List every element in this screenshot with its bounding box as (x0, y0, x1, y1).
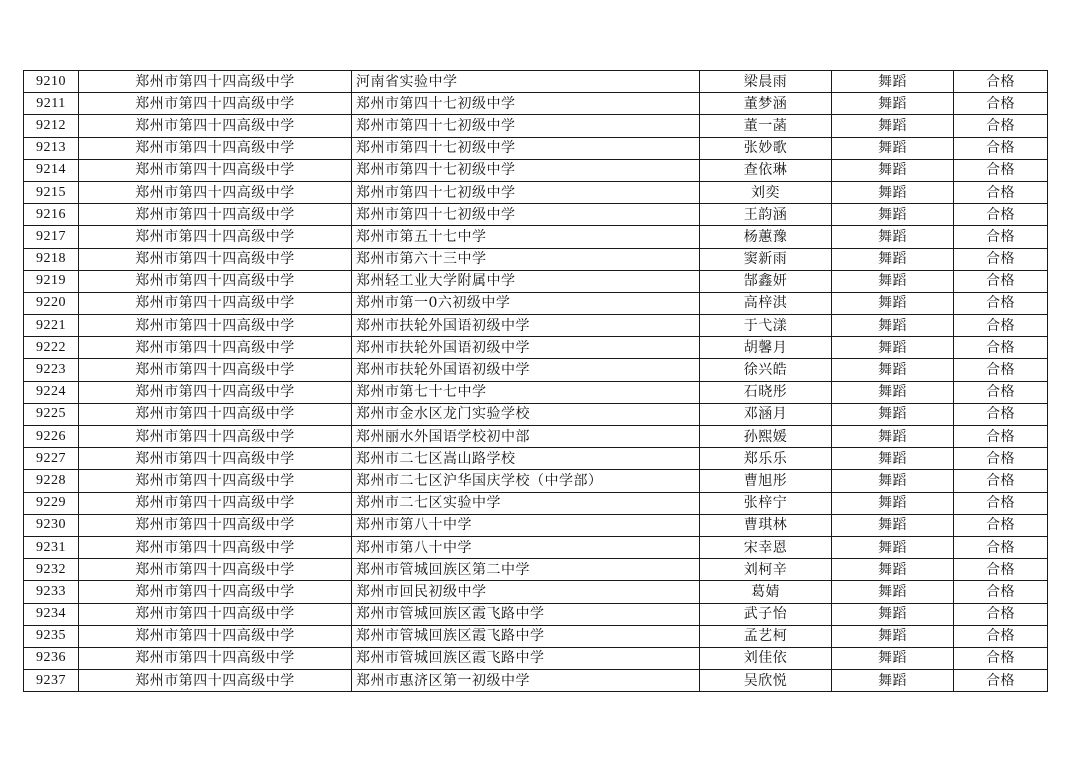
cell-student-name: 刘柯辛 (700, 559, 832, 581)
cell-admitting-school: 郑州市第四十四高级中学 (79, 625, 352, 647)
cell-admitting-school: 郑州市第四十四高级中学 (79, 381, 352, 403)
cell-student-name: 葛婧 (700, 581, 832, 603)
table-row (24, 315, 1048, 337)
cell-origin-school: 郑州市第四十七初级中学 (352, 137, 700, 159)
cell-origin-school: 河南省实验中学 (352, 71, 700, 93)
cell-result: 合格 (954, 270, 1048, 292)
cell-result: 合格 (954, 536, 1048, 558)
cell-admitting-school: 郑州市第四十四高级中学 (79, 226, 352, 248)
table-row (24, 647, 1048, 669)
cell-student-name: 查依琳 (700, 159, 832, 181)
cell-result: 合格 (954, 204, 1048, 226)
cell-result: 合格 (954, 426, 1048, 448)
cell-admitting-school: 郑州市第四十四高级中学 (79, 670, 352, 692)
cell-category: 舞蹈 (832, 248, 954, 270)
cell-student-name: 王韵涵 (700, 204, 832, 226)
cell-result: 合格 (954, 470, 1048, 492)
cell-origin-school: 郑州市第四十七初级中学 (352, 181, 700, 203)
table-row (24, 337, 1048, 359)
cell-student-name: 武子怡 (700, 603, 832, 625)
table-row (24, 270, 1048, 292)
cell-origin-school: 郑州市第四十七初级中学 (352, 204, 700, 226)
cell-category: 舞蹈 (832, 204, 954, 226)
roster-sheet (23, 70, 1047, 692)
cell-exam-id: 9222 (24, 337, 79, 359)
table-row (24, 159, 1048, 181)
cell-exam-id: 9231 (24, 536, 79, 558)
cell-admitting-school: 郑州市第四十四高级中学 (79, 159, 352, 181)
cell-origin-school: 郑州市二七区实验中学 (352, 492, 700, 514)
cell-category: 舞蹈 (832, 315, 954, 337)
cell-student-name: 郜鑫妍 (700, 270, 832, 292)
cell-category: 舞蹈 (832, 514, 954, 536)
cell-student-name: 梁晨雨 (700, 71, 832, 93)
cell-origin-school: 郑州市第四十七初级中学 (352, 159, 700, 181)
cell-admitting-school: 郑州市第四十四高级中学 (79, 536, 352, 558)
table-row (24, 115, 1048, 137)
cell-admitting-school: 郑州市第四十四高级中学 (79, 559, 352, 581)
cell-category: 舞蹈 (832, 403, 954, 425)
table-row (24, 670, 1048, 692)
cell-student-name: 窦新雨 (700, 248, 832, 270)
cell-category: 舞蹈 (832, 492, 954, 514)
cell-origin-school: 郑州市第六十三中学 (352, 248, 700, 270)
table-row (24, 71, 1048, 93)
cell-exam-id: 9230 (24, 514, 79, 536)
cell-admitting-school: 郑州市第四十四高级中学 (79, 93, 352, 115)
cell-student-name: 孙熙媛 (700, 426, 832, 448)
cell-category: 舞蹈 (832, 292, 954, 314)
cell-origin-school: 郑州市第一0六初级中学 (352, 292, 700, 314)
cell-admitting-school: 郑州市第四十四高级中学 (79, 292, 352, 314)
cell-exam-id: 9216 (24, 204, 79, 226)
cell-exam-id: 9210 (24, 71, 79, 93)
cell-result: 合格 (954, 315, 1048, 337)
cell-result: 合格 (954, 492, 1048, 514)
cell-category: 舞蹈 (832, 137, 954, 159)
cell-result: 合格 (954, 337, 1048, 359)
cell-student-name: 曹琪林 (700, 514, 832, 536)
cell-exam-id: 9236 (24, 647, 79, 669)
cell-category: 舞蹈 (832, 71, 954, 93)
cell-exam-id: 9218 (24, 248, 79, 270)
cell-origin-school: 郑州市第五十七中学 (352, 226, 700, 248)
table-row (24, 403, 1048, 425)
cell-student-name: 胡馨月 (700, 337, 832, 359)
cell-student-name: 孟艺柯 (700, 625, 832, 647)
table-row (24, 492, 1048, 514)
cell-origin-school: 郑州市扶轮外国语初级中学 (352, 315, 700, 337)
cell-category: 舞蹈 (832, 181, 954, 203)
cell-admitting-school: 郑州市第四十四高级中学 (79, 448, 352, 470)
cell-result: 合格 (954, 181, 1048, 203)
cell-exam-id: 9232 (24, 559, 79, 581)
cell-origin-school: 郑州市金水区龙门实验学校 (352, 403, 700, 425)
cell-origin-school: 郑州市管城回族区霞飞路中学 (352, 647, 700, 669)
cell-result: 合格 (954, 226, 1048, 248)
cell-student-name: 于弋漾 (700, 315, 832, 337)
cell-admitting-school: 郑州市第四十四高级中学 (79, 514, 352, 536)
cell-origin-school: 郑州市扶轮外国语初级中学 (352, 337, 700, 359)
cell-student-name: 刘奕 (700, 181, 832, 203)
cell-origin-school: 郑州市回民初级中学 (352, 581, 700, 603)
cell-student-name: 郑乐乐 (700, 448, 832, 470)
cell-origin-school: 郑州市管城回族区第二中学 (352, 559, 700, 581)
cell-origin-school: 郑州轻工业大学附属中学 (352, 270, 700, 292)
cell-exam-id: 9235 (24, 625, 79, 647)
table-row (24, 536, 1048, 558)
cell-origin-school: 郑州市管城回族区霞飞路中学 (352, 625, 700, 647)
cell-exam-id: 9221 (24, 315, 79, 337)
cell-student-name: 石晓彤 (700, 381, 832, 403)
cell-admitting-school: 郑州市第四十四高级中学 (79, 470, 352, 492)
cell-result: 合格 (954, 581, 1048, 603)
cell-result: 合格 (954, 625, 1048, 647)
cell-student-name: 张妙歌 (700, 137, 832, 159)
table-row (24, 181, 1048, 203)
cell-exam-id: 9211 (24, 93, 79, 115)
cell-result: 合格 (954, 115, 1048, 137)
cell-exam-id: 9228 (24, 470, 79, 492)
table-row (24, 603, 1048, 625)
cell-student-name: 邓涵月 (700, 403, 832, 425)
table-row (24, 137, 1048, 159)
results-table-body (24, 71, 1048, 692)
cell-origin-school: 郑州市第四十七初级中学 (352, 93, 700, 115)
cell-category: 舞蹈 (832, 559, 954, 581)
cell-exam-id: 9225 (24, 403, 79, 425)
cell-category: 舞蹈 (832, 426, 954, 448)
cell-category: 舞蹈 (832, 448, 954, 470)
cell-result: 合格 (954, 159, 1048, 181)
cell-result: 合格 (954, 359, 1048, 381)
cell-admitting-school: 郑州市第四十四高级中学 (79, 581, 352, 603)
cell-category: 舞蹈 (832, 93, 954, 115)
cell-admitting-school: 郑州市第四十四高级中学 (79, 426, 352, 448)
table-row (24, 514, 1048, 536)
cell-student-name: 董梦涵 (700, 93, 832, 115)
table-row (24, 470, 1048, 492)
cell-exam-id: 9214 (24, 159, 79, 181)
cell-exam-id: 9223 (24, 359, 79, 381)
cell-admitting-school: 郑州市第四十四高级中学 (79, 492, 352, 514)
cell-admitting-school: 郑州市第四十四高级中学 (79, 137, 352, 159)
cell-exam-id: 9237 (24, 670, 79, 692)
cell-category: 舞蹈 (832, 226, 954, 248)
results-table (23, 70, 1048, 692)
cell-student-name: 董一菡 (700, 115, 832, 137)
table-row (24, 581, 1048, 603)
table-row (24, 448, 1048, 470)
cell-result: 合格 (954, 292, 1048, 314)
cell-exam-id: 9219 (24, 270, 79, 292)
cell-category: 舞蹈 (832, 625, 954, 647)
cell-exam-id: 9234 (24, 603, 79, 625)
cell-category: 舞蹈 (832, 536, 954, 558)
cell-origin-school: 郑州市二七区沪华国庆学校（中学部） (352, 470, 700, 492)
cell-category: 舞蹈 (832, 159, 954, 181)
table-row (24, 248, 1048, 270)
cell-category: 舞蹈 (832, 647, 954, 669)
cell-student-name: 吴欣悦 (700, 670, 832, 692)
cell-result: 合格 (954, 448, 1048, 470)
cell-origin-school: 郑州市第八十中学 (352, 536, 700, 558)
cell-student-name: 杨蕙豫 (700, 226, 832, 248)
cell-origin-school: 郑州市扶轮外国语初级中学 (352, 359, 700, 381)
cell-result: 合格 (954, 381, 1048, 403)
cell-student-name: 徐兴皓 (700, 359, 832, 381)
cell-exam-id: 9217 (24, 226, 79, 248)
cell-admitting-school: 郑州市第四十四高级中学 (79, 181, 352, 203)
cell-category: 舞蹈 (832, 670, 954, 692)
cell-admitting-school: 郑州市第四十四高级中学 (79, 115, 352, 137)
cell-student-name: 高梓淇 (700, 292, 832, 314)
table-row (24, 559, 1048, 581)
cell-origin-school: 郑州丽水外国语学校初中部 (352, 426, 700, 448)
cell-origin-school: 郑州市第八十中学 (352, 514, 700, 536)
cell-category: 舞蹈 (832, 115, 954, 137)
cell-result: 合格 (954, 93, 1048, 115)
cell-exam-id: 9233 (24, 581, 79, 603)
cell-student-name: 曹旭彤 (700, 470, 832, 492)
cell-origin-school: 郑州市第四十七初级中学 (352, 115, 700, 137)
cell-student-name: 刘佳依 (700, 647, 832, 669)
cell-category: 舞蹈 (832, 337, 954, 359)
cell-exam-id: 9212 (24, 115, 79, 137)
cell-exam-id: 9226 (24, 426, 79, 448)
cell-category: 舞蹈 (832, 270, 954, 292)
cell-admitting-school: 郑州市第四十四高级中学 (79, 248, 352, 270)
cell-student-name: 宋幸恩 (700, 536, 832, 558)
cell-admitting-school: 郑州市第四十四高级中学 (79, 204, 352, 226)
table-row (24, 226, 1048, 248)
cell-result: 合格 (954, 647, 1048, 669)
cell-category: 舞蹈 (832, 603, 954, 625)
cell-result: 合格 (954, 559, 1048, 581)
table-row (24, 93, 1048, 115)
cell-result: 合格 (954, 137, 1048, 159)
cell-result: 合格 (954, 603, 1048, 625)
cell-admitting-school: 郑州市第四十四高级中学 (79, 71, 352, 93)
cell-result: 合格 (954, 670, 1048, 692)
cell-category: 舞蹈 (832, 381, 954, 403)
cell-student-name: 张梓宁 (700, 492, 832, 514)
cell-admitting-school: 郑州市第四十四高级中学 (79, 603, 352, 625)
table-row (24, 359, 1048, 381)
cell-exam-id: 9215 (24, 181, 79, 203)
table-row (24, 381, 1048, 403)
table-row (24, 204, 1048, 226)
cell-category: 舞蹈 (832, 470, 954, 492)
cell-origin-school: 郑州市惠济区第一初级中学 (352, 670, 700, 692)
cell-admitting-school: 郑州市第四十四高级中学 (79, 403, 352, 425)
cell-exam-id: 9229 (24, 492, 79, 514)
cell-admitting-school: 郑州市第四十四高级中学 (79, 337, 352, 359)
cell-origin-school: 郑州市二七区嵩山路学校 (352, 448, 700, 470)
cell-admitting-school: 郑州市第四十四高级中学 (79, 647, 352, 669)
cell-admitting-school: 郑州市第四十四高级中学 (79, 359, 352, 381)
cell-exam-id: 9227 (24, 448, 79, 470)
cell-category: 舞蹈 (832, 581, 954, 603)
cell-admitting-school: 郑州市第四十四高级中学 (79, 270, 352, 292)
cell-result: 合格 (954, 403, 1048, 425)
cell-exam-id: 9224 (24, 381, 79, 403)
cell-origin-school: 郑州市第七十七中学 (352, 381, 700, 403)
cell-exam-id: 9220 (24, 292, 79, 314)
cell-exam-id: 9213 (24, 137, 79, 159)
cell-result: 合格 (954, 71, 1048, 93)
cell-origin-school: 郑州市管城回族区霞飞路中学 (352, 603, 700, 625)
cell-category: 舞蹈 (832, 359, 954, 381)
table-row (24, 426, 1048, 448)
cell-admitting-school: 郑州市第四十四高级中学 (79, 315, 352, 337)
table-row (24, 625, 1048, 647)
cell-result: 合格 (954, 248, 1048, 270)
table-row (24, 292, 1048, 314)
cell-result: 合格 (954, 514, 1048, 536)
